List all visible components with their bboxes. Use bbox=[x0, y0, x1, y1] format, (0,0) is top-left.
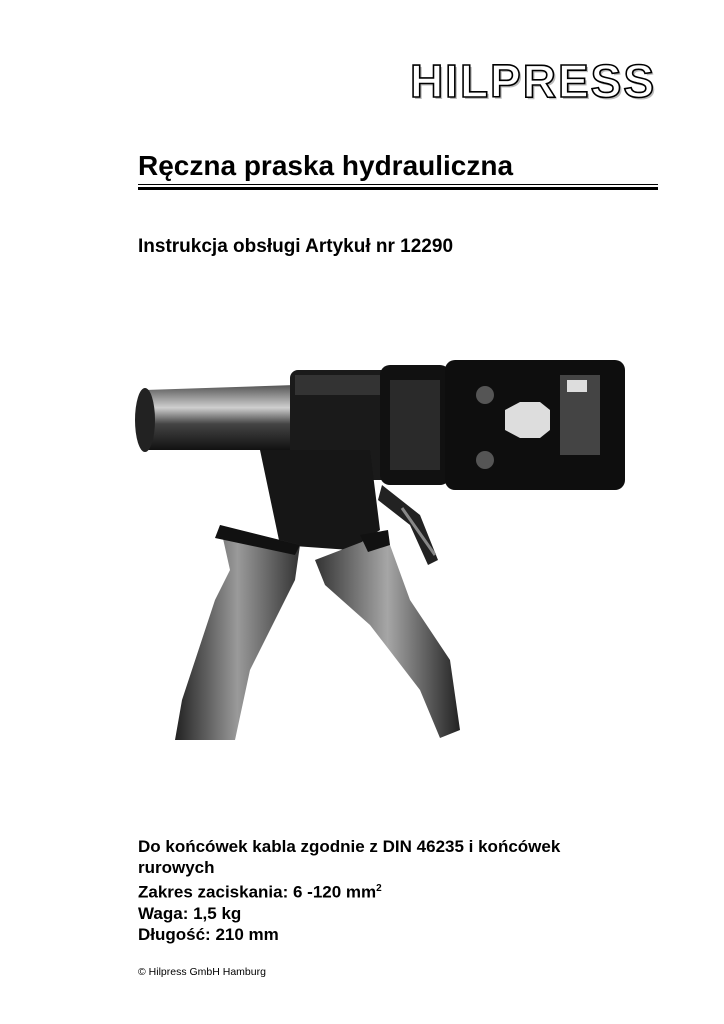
spec-weight: Waga: 1,5 kg bbox=[138, 903, 242, 923]
specifications bbox=[138, 836, 638, 945]
tool-photo bbox=[120, 340, 640, 765]
logo-text: HILPRESS bbox=[409, 55, 656, 107]
brand-logo bbox=[409, 55, 656, 107]
spec-compatibility: Do końcówek kabla zgodnie z DIN 46235 i końcówek rurowych bbox=[138, 837, 561, 877]
spec-crimp-range-text: Zakres zaciskania: 6 -120 mm bbox=[138, 882, 377, 902]
spec-crimp-range bbox=[138, 878, 638, 903]
title-rule bbox=[138, 184, 658, 190]
spec-crimp-range-sup: 2 bbox=[376, 883, 382, 894]
hydraulic-press-illustration bbox=[120, 340, 640, 760]
footer-copyright: © Hilpress GmbH Hamburg bbox=[138, 966, 266, 978]
spec-length: Długość: 210 mm bbox=[138, 924, 279, 944]
document-subtitle: Instrukcja obsługi Artykuł nr 12290 bbox=[138, 236, 454, 257]
document-title: Ręczna praska hydrauliczna bbox=[138, 150, 514, 181]
